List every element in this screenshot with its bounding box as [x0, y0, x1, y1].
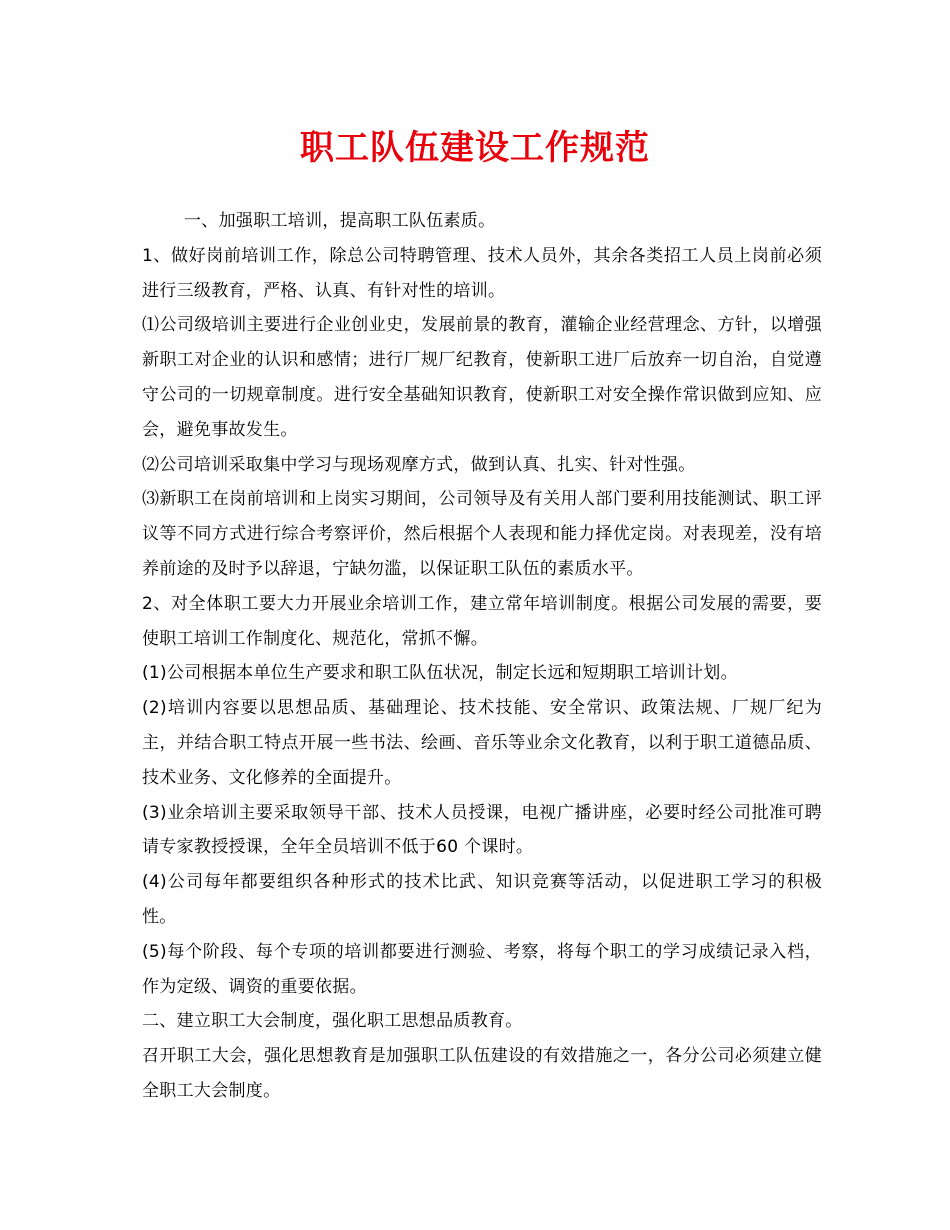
- paragraph: (1)公司根据本单位生产要求和职工队伍状况，制定长远和短期职工培训计划。: [142, 663, 738, 684]
- paragraph: 召开职工大会，强化思想教育是加强职工队伍建设的有效措施之一，各分公司必须建立健全职工大会制度。: [142, 1046, 822, 1101]
- paragraph: 1、做好岗前培训工作，除总公司特聘管理、技术人员外，其余各类招工人员上岗前必须进行三级教育，严格、认真、有针对性的培训。: [142, 245, 822, 301]
- paragraph: (5)每个阶段、每个专项的培训都要进行测验、考察，将每个职工的学习成绩记录入档，作为定级、调资的重要依据。: [142, 941, 822, 997]
- document-body: [142, 204, 822, 1109]
- section-heading-1: 一、加强职工培训，提高职工队伍素质。: [184, 211, 496, 231]
- paragraph: (2)培训内容要以思想品质、基础理论、技术技能、安全常识、政策法规、厂规厂纪为主，并结合职工特点开展一些书法、绘画、音乐等业余文化教育，以利于职工道德品质、技术业务、文化修养的全面提升。: [142, 698, 822, 788]
- paragraph: 2、对全体职工要大力开展业余培训工作，建立常年培训制度。根据公司发展的需要，要使职工培训工作制度化、规范化，常抓不懈。: [142, 593, 822, 649]
- paragraph: ⑴公司级培训主要进行企业创业史，发展前景的教育，灌输企业经营理念、方针，以增强新职工对企业的认识和感情；进行厂规厂纪教育，使新职工进厂后放弃一切自治，自觉遵守公司的一切规章制度。进行安全基础知识教育，使新职工对安全操作常识做到应知、应会，避免事故发生。: [142, 315, 822, 440]
- paragraph: (3)业余培训主要采取领导干部、技术人员授课，电视广播讲座，必要时经公司批准可聘请专家教授授课，全年全员培训不低于60 个课时。: [142, 802, 822, 858]
- section-heading-2: 二、建立职工大会制度，强化职工思想品质教育。: [142, 1011, 523, 1032]
- document-title: 职工队伍建设工作规范: [300, 128, 650, 168]
- paragraph: ⑶新职工在岗前培训和上岗实习期间，公司领导及有关用人部门要利用技能测试、职工评议等不同方式进行综合考察评价，然后根据个人表现和能力择优定岗。对表现差，没有培养前途的及时予以辞退，宁缺勿滥，以保证职工队伍的素质水平。: [142, 489, 822, 579]
- paragraph: ⑵公司培训采取集中学习与现场观摩方式，做到认真、扎实、针对性强。: [142, 454, 696, 475]
- paragraph: (4)公司每年都要组织各种形式的技术比武、知识竞赛等活动，以促进职工学习的积极性。: [142, 872, 822, 927]
